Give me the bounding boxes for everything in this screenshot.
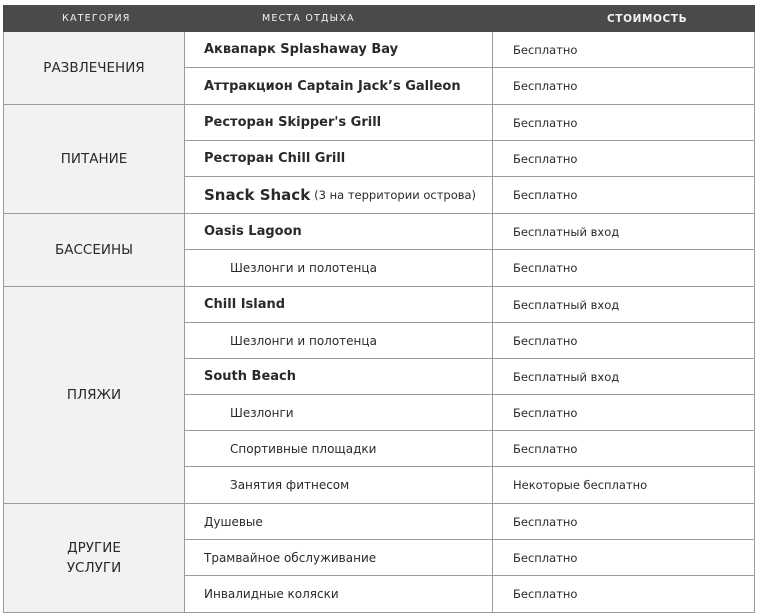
place-prefix: Ресторан <box>204 115 279 130</box>
cost-cell: Бесплатно <box>513 514 578 529</box>
category-label: РАЗВЛЕЧЕНИЯ <box>43 60 145 76</box>
cost-cell: Некоторые бесплатно <box>513 478 648 492</box>
place-cell <box>185 504 493 539</box>
place-name: Oasis Lagoon <box>204 224 302 239</box>
table-row <box>185 359 754 395</box>
cost-cell: Бесплатный вход <box>513 369 620 384</box>
place-cell <box>185 105 493 140</box>
table-row <box>185 250 754 286</box>
cost-cell: Бесплатно <box>513 550 578 565</box>
table-row <box>185 68 754 104</box>
place-cell <box>185 287 493 322</box>
category-cell <box>4 287 185 503</box>
table-header <box>3 5 755 32</box>
group-rows <box>185 504 754 612</box>
place-cell <box>185 540 493 575</box>
place-prefix: Аттракцион <box>204 78 298 94</box>
category-cell <box>4 105 185 213</box>
category-group <box>3 287 755 504</box>
place-prefix: Аквапарк <box>204 42 281 57</box>
place-name: Chill Island <box>204 297 286 312</box>
cost-cell: Бесплатно <box>513 587 578 601</box>
service-label: Душевые <box>204 514 263 529</box>
header-places: МЕСТА ОТДЫХА <box>262 13 355 24</box>
table-row <box>185 105 754 141</box>
category-cell <box>4 504 185 612</box>
table-row <box>185 504 754 540</box>
place-cell <box>185 214 493 249</box>
cost-cell: Бесплатно <box>513 79 578 93</box>
category-cell <box>4 214 185 286</box>
place-cell <box>185 467 493 503</box>
category-label: ПЛЯЖИ <box>66 387 122 403</box>
place-note: (3 на территории острова) <box>314 188 477 202</box>
place-cell <box>185 68 493 104</box>
category-group <box>3 214 755 287</box>
cost-cell: Бесплатно <box>513 188 578 202</box>
sub-item-label: Шезлонги и полотенца <box>230 333 377 348</box>
place-cell <box>185 323 493 358</box>
table-row <box>185 141 754 177</box>
place-cell <box>185 576 493 612</box>
place-name: Captain Jack’s Galleon <box>297 78 461 94</box>
place-name: South Beach <box>204 369 297 384</box>
category-group <box>3 105 755 214</box>
place-prefix: Ресторан <box>204 151 279 166</box>
cost-cell: Бесплатно <box>513 151 578 166</box>
place-cell <box>185 141 493 176</box>
group-rows <box>185 287 754 503</box>
table-row <box>185 431 754 467</box>
table-row <box>185 540 754 576</box>
sub-item-label: Занятия фитнесом <box>230 478 350 492</box>
category-label: ПИТАНИЕ <box>60 151 128 167</box>
table-row <box>185 576 754 612</box>
place-cell <box>185 32 493 67</box>
category-group <box>3 32 755 105</box>
cost-cell: Бесплатный вход <box>513 224 620 239</box>
table-row <box>185 467 754 503</box>
cost-cell: Бесплатно <box>513 115 578 130</box>
place-cell <box>185 359 493 394</box>
category-cell <box>4 32 185 104</box>
sub-item-label: Шезлонги и полотенца <box>230 261 377 275</box>
table-row <box>185 214 754 250</box>
header-category: КАТЕГОРИЯ <box>62 13 131 24</box>
cost-cell: Бесплатно <box>513 333 578 348</box>
service-label: Трамвайное обслуживание <box>204 550 377 565</box>
group-rows <box>185 32 754 104</box>
amenities-table <box>3 5 755 613</box>
cost-cell: Бесплатно <box>513 405 578 420</box>
place-cell <box>185 431 493 466</box>
place-cell <box>185 250 493 286</box>
table-row <box>185 287 754 323</box>
place-cell <box>185 395 493 430</box>
table-row <box>185 323 754 359</box>
header-cost: СТОИМОСТЬ <box>607 12 688 25</box>
table-row <box>185 32 754 68</box>
group-rows <box>185 214 754 286</box>
category-label: БАССЕИНЫ <box>54 242 134 258</box>
group-rows <box>185 105 754 213</box>
cost-cell: Бесплатный вход <box>513 297 620 312</box>
cost-cell: Бесплатно <box>513 42 578 57</box>
table-body <box>3 32 755 613</box>
place-cell <box>185 177 493 213</box>
table-row <box>185 177 754 213</box>
category-label: ДРУГИЕ УСЛУГИ <box>66 540 122 576</box>
place-name: Snack Shack <box>204 186 311 204</box>
place-name: Splashaway Bay <box>280 42 399 57</box>
place-name: Skipper's Grill <box>278 115 382 130</box>
sub-item-label: Спортивные площадки <box>230 441 377 456</box>
cost-cell: Бесплатно <box>513 261 578 275</box>
cost-cell: Бесплатно <box>513 441 578 456</box>
service-label: Инвалидные коляски <box>204 587 339 601</box>
table-row <box>185 395 754 431</box>
category-group <box>3 504 755 613</box>
sub-item-label: Шезлонги <box>230 405 294 420</box>
place-name: Chill Grill <box>278 151 346 166</box>
